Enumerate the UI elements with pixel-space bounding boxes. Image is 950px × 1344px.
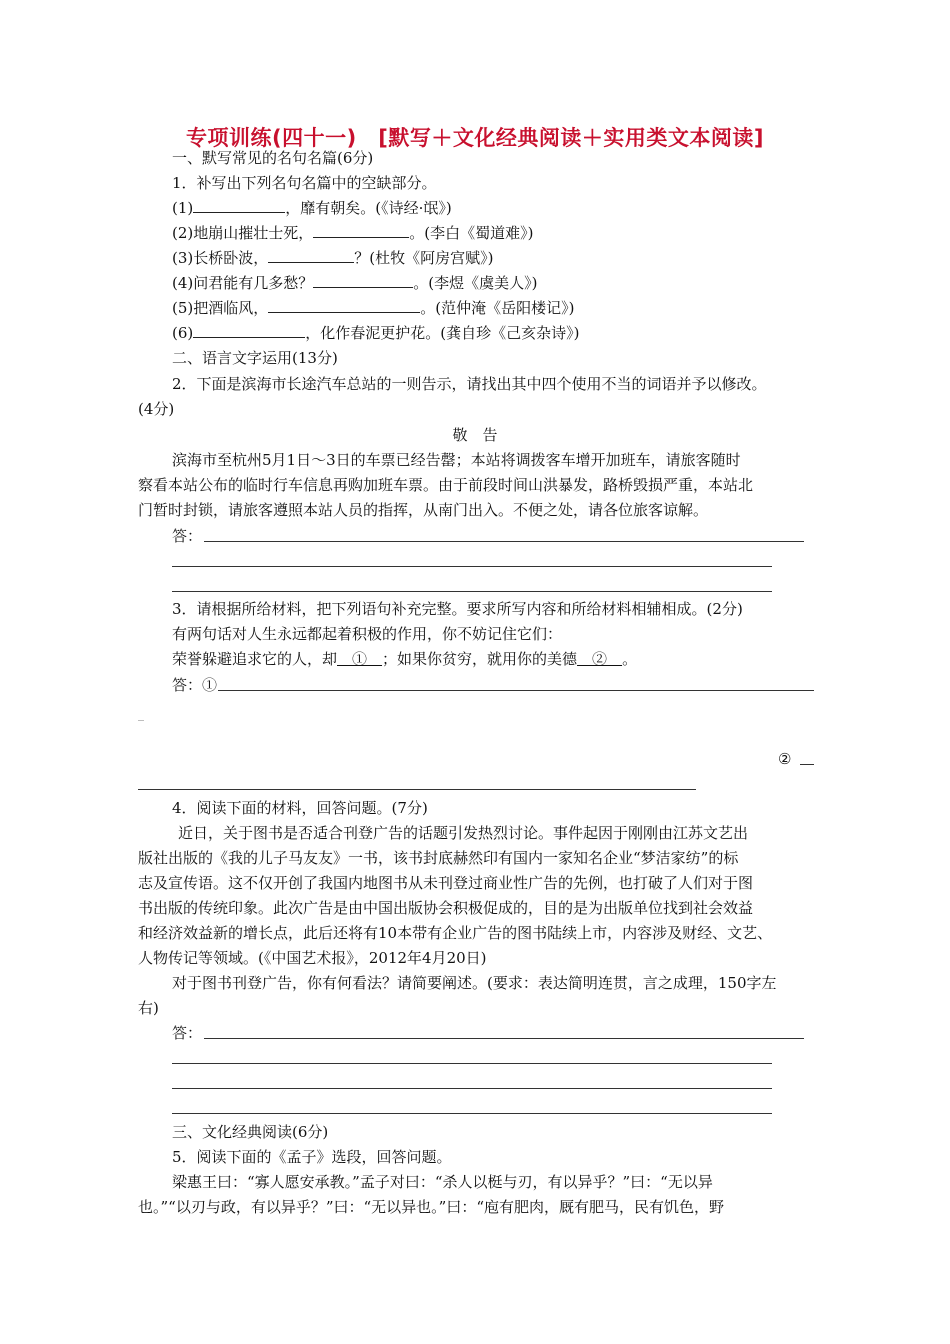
q4-paragraph-line: 版社出版的《我的儿子马友友》一书，该书封底赫然印有国内一家知名企业“梦洁家纺”的标 <box>138 849 739 867</box>
answer-blank[interactable] <box>313 273 413 288</box>
answer-line[interactable] <box>172 566 772 567</box>
item-2: (2)地崩山摧壮士死， 。(李白《蜀道难》) <box>172 224 534 242</box>
notice-line: 察看本站公布的临时行车信息再购加班车票。由于前段时间山洪暴发，路桥毁损严重，本站北 <box>138 476 754 494</box>
answer-blank[interactable] <box>268 298 420 313</box>
answer-blank[interactable] <box>268 248 354 263</box>
question-1: 1．补写出下列名句名篇中的空缺部分。 <box>172 174 437 192</box>
answer-line[interactable] <box>204 1038 804 1039</box>
answer-2-label: ② <box>778 750 792 768</box>
item-3: (3)长桥卧波， ？(杜牧《阿房宫赋》) <box>172 249 494 267</box>
question-4: 4．阅读下面的材料，回答问题。(7分) <box>172 799 428 817</box>
section1-heading: 一、默写常见的名句名篇(6分) <box>172 149 374 167</box>
section2-heading: 二、语言文字运用(13分) <box>172 349 338 367</box>
answer-blank[interactable] <box>193 198 285 213</box>
item-4: (4)问君能有几多愁？ 。(李煜《虞美人》) <box>172 274 538 292</box>
answer-2-line[interactable] <box>138 789 696 790</box>
notice-line: 滨海市至杭州5月1日～3日的车票已经告罄；本站将调拨客车增开加班车，请旅客随时 <box>172 451 741 469</box>
answer-blank[interactable] <box>193 323 305 338</box>
notice-title: 敬 告 <box>452 426 498 444</box>
answer-line[interactable] <box>172 1088 772 1089</box>
answer-line[interactable] <box>172 1063 772 1064</box>
question-2-score: (4分) <box>138 400 175 418</box>
question-3-sentence: 荣誉躲避追求它的人，却 ① ；如果你贫穷，就用你的美德 ② 。 <box>172 650 638 668</box>
q4-paragraph-line: 近日，关于图书是否适合刊登广告的话题引发热烈讨论。事件起因于刚刚由江苏文艺出 <box>178 824 749 842</box>
q4-requirement: 对于图书刊登广告，你有何看法？请简要阐述。(要求：表达简明连贯，言之成理，150字左 <box>172 974 777 992</box>
item-5: (5)把酒临风， 。(范仲淹《岳阳楼记》) <box>172 299 575 317</box>
item-1: (1) ，靡有朝矣。(《诗经·氓》) <box>172 199 452 217</box>
answer-1-label: 答：① <box>172 676 218 694</box>
answer-2-line-end[interactable] <box>800 764 814 765</box>
notice-line: 门暂时封锁，请旅客遵照本站人员的指挥，从南门出入。不便之处，请各位旅客谅解。 <box>138 501 709 519</box>
question-3-material: 有两句话对人生永远都起着积极的作用，你不妨记住它们： <box>172 625 563 643</box>
stray-dash: _ <box>138 707 144 721</box>
question-2: 2．下面是滨海市长途汽车总站的一则告示，请找出其中四个使用不当的词语并予以修改。 <box>172 375 767 393</box>
q4-paragraph-line: 人物传记等领域。(《中国艺术报》，2012年4月20日) <box>138 949 487 967</box>
mencius-line: 梁惠王曰：“寡人愿安承教。”孟子对曰：“杀人以梃与刃，有以异乎？”曰：“无以异 <box>172 1173 713 1191</box>
q4-paragraph-line: 志及宣传语。这不仅开创了我国内地图书从未刊登过商业性广告的先例，也打破了人们对于图 <box>138 874 754 892</box>
question-3: 3．请根据所给材料，把下列语句补充完整。要求所写内容和所给材料相辅相成。(2分) <box>172 600 743 618</box>
answer-line[interactable] <box>172 1113 772 1114</box>
question-5: 5．阅读下面的《孟子》选段，回答问题。 <box>172 1148 452 1166</box>
page-title: 专项训练(四十一) [默写＋文化经典阅读＋实用类文本阅读] <box>186 126 764 150</box>
blank-1[interactable]: ① <box>337 650 383 668</box>
q4-requirement-end: 右) <box>138 999 159 1017</box>
answer-line[interactable] <box>204 541 804 542</box>
section3-heading: 三、文化经典阅读(6分) <box>172 1123 329 1141</box>
item-6: (6) ，化作春泥更护花。(龚自珍《己亥杂诗》) <box>172 324 580 342</box>
answer-line[interactable] <box>172 591 772 592</box>
answer-label: 答： <box>172 527 203 545</box>
blank-2[interactable]: ② <box>577 650 623 668</box>
q4-paragraph-line: 和经济效益新的增长点，此后还将有10本带有企业广告的图书陆续上市，内容涉及财经、文艺、 <box>138 924 773 942</box>
mencius-line: 也。”“以刃与政，有以异乎？”曰：“无以异也。”曰：“庖有肥肉，厩有肥马，民有饥色，野 <box>138 1198 725 1216</box>
answer-1-line[interactable] <box>218 690 814 691</box>
answer-label: 答： <box>172 1024 203 1042</box>
q4-paragraph-line: 书出版的传统印象。此次广告是由中国出版协会积极促成的，目的是为出版单位找到社会效益 <box>138 899 754 917</box>
answer-blank[interactable] <box>313 223 409 238</box>
